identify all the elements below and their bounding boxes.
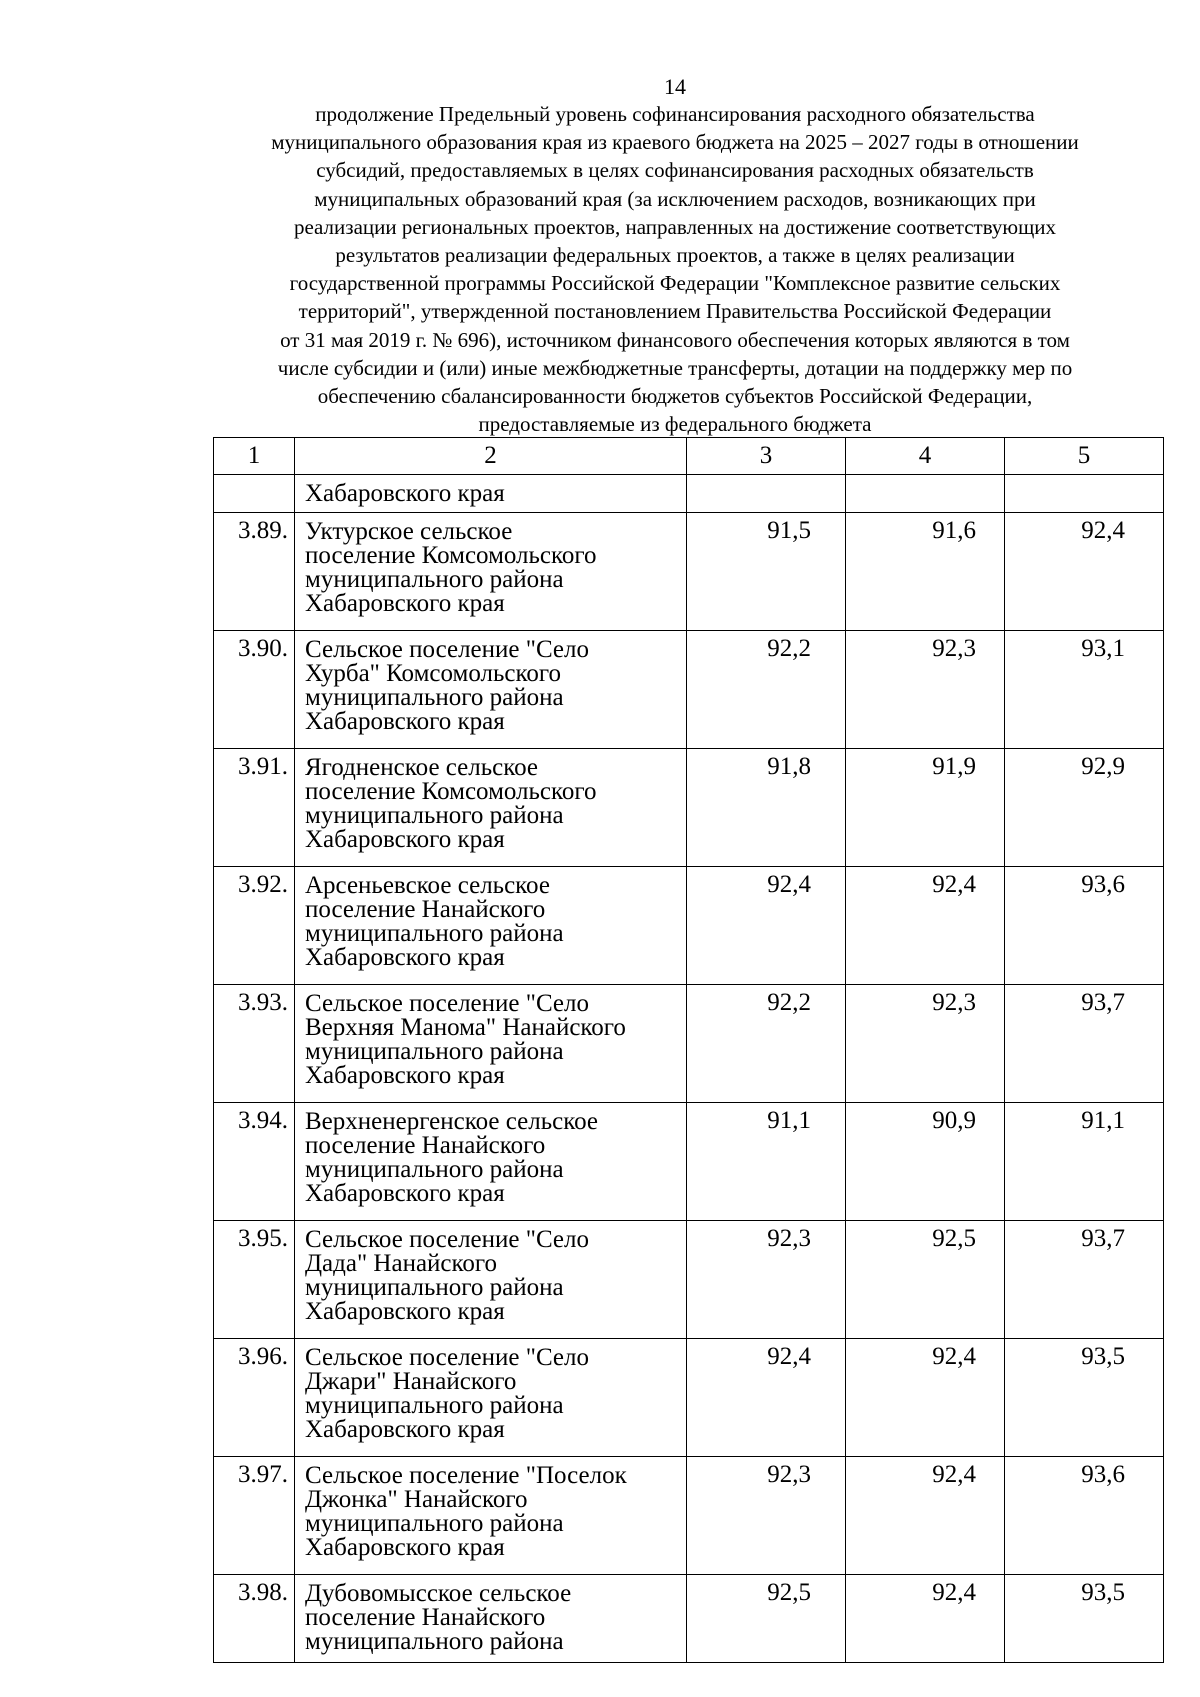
name-line: поселение Нанайского [305,1604,546,1631]
name-line: Хабаровского края [305,1180,505,1207]
row-number: 3.97. [214,1457,295,1575]
table-row [214,1221,1164,1339]
name-line: Джонка" Нанайского [305,1486,528,1513]
cell-empty [1005,475,1164,513]
row-number: 3.98. [214,1575,295,1663]
table-row [214,1457,1164,1575]
value-v3: 92,3 [687,1221,846,1339]
value-v4: 92,3 [846,985,1005,1103]
heading-line: от 31 мая 2019 г. № 696), источником финансового обеспечения которых являются в том [280,327,1070,352]
name-line: Хабаровского края [305,708,505,735]
name-line: Хабаровского края [305,590,505,617]
municipality-name [295,1339,687,1457]
name-line: муниципального района [305,1510,564,1537]
cell-empty [687,475,846,513]
continuation-text [295,475,687,513]
name-line: муниципального района [305,1392,564,1419]
column-header: 5 [1005,438,1164,475]
value-v3: 92,5 [687,1575,846,1663]
name-line: Сельское поселение "Село [305,1226,590,1253]
municipality-name [295,1221,687,1339]
value-v4: 92,4 [846,1575,1005,1663]
table-row [214,1339,1164,1457]
value-v5: 93,7 [1005,985,1164,1103]
name-line: Ягодненское сельское [305,754,539,781]
name-line: поселение Нанайского [305,1132,546,1159]
heading-line: числе субсидии и (или) иные межбюджетные трансферты, дотации на поддержку мер по [277,355,1073,380]
value-v5: 92,4 [1005,513,1164,631]
value-v4: 91,9 [846,749,1005,867]
name-line: Сельское поселение "Поселок [305,1462,627,1489]
cofinancing-table [213,437,1164,1663]
municipality-name [295,513,687,631]
value-v5: 93,1 [1005,631,1164,749]
value-v3: 92,4 [687,867,846,985]
name-line: Хабаровского края [305,1298,505,1325]
name-line: Джари" Нанайского [305,1368,517,1395]
value-v5: 93,5 [1005,1575,1164,1663]
value-v4: 92,4 [846,867,1005,985]
table-row [214,749,1164,867]
column-header: 4 [846,438,1005,475]
heading-line: реализации региональных проектов, направленных на достижение соответствующих [293,214,1057,239]
heading-line: предоставляемые из федерального бюджета [478,412,872,437]
heading-line: муниципальных образований края (за исключением расходов, возникающих при [314,186,1036,211]
value-v5: 93,6 [1005,867,1164,985]
value-v5: 92,9 [1005,749,1164,867]
table-row [214,513,1164,631]
row-number: 3.96. [214,1339,295,1457]
value-v5: 91,1 [1005,1103,1164,1221]
name-line: Хурба" Комсомольского [305,660,561,687]
value-v4: 91,6 [846,513,1005,631]
row-number: 3.91. [214,749,295,867]
column-header: 3 [687,438,846,475]
municipality-name [295,1103,687,1221]
name-line: Дубовомысское сельское [305,1580,572,1607]
table-heading [195,100,1155,438]
value-v3: 92,2 [687,631,846,749]
municipality-name [295,631,687,749]
name-line: Верхняя Манома" Нанайского [305,1014,626,1041]
name-line: Хабаровского края [305,1534,505,1561]
value-v4: 92,3 [846,631,1005,749]
heading-line: продолжение Предельный уровень софинансирования расходного обязательства [315,102,1035,126]
value-v3: 91,1 [687,1103,846,1221]
name-line: Хабаровского края [305,1062,505,1089]
row-number: 3.90. [214,631,295,749]
name-line: Хабаровского края [305,1416,505,1443]
value-v3: 92,4 [687,1339,846,1457]
value-v3: 92,2 [687,985,846,1103]
value-v5: 93,6 [1005,1457,1164,1575]
heading-line: обеспечению сбалансированности бюджетов субъектов Российской Федерации, [317,384,1033,409]
name-line: поселение Комсомольского [305,778,597,805]
value-v3: 92,3 [687,1457,846,1575]
municipality-name [295,1457,687,1575]
name-line: поселение Нанайского [305,896,546,923]
table-row [214,1575,1164,1663]
value-v4: 92,4 [846,1339,1005,1457]
heading-line: субсидий, предоставляемых в целях софинансирования расходных обязательств [316,158,1034,183]
heading-line: государственной программы Российской Федерации "Комплексное развитие сельских [289,271,1061,296]
name-line: муниципального района [305,566,564,593]
name-line: поселение Комсомольского [305,542,597,569]
name-line: Сельское поселение "Село [305,990,590,1017]
continuation-row [214,475,1164,513]
row-number: 3.92. [214,867,295,985]
table-row [214,1103,1164,1221]
table-row [214,631,1164,749]
cell-empty [846,475,1005,513]
name-line: Хабаровского края [305,480,505,507]
value-v4: 90,9 [846,1103,1005,1221]
value-v5: 93,5 [1005,1339,1164,1457]
name-line: Хабаровского края [305,826,505,853]
value-v4: 92,5 [846,1221,1005,1339]
municipality-name [295,749,687,867]
name-line: муниципального района [305,1628,564,1655]
value-v3: 91,8 [687,749,846,867]
name-line: Сельское поселение "Село [305,1344,590,1371]
column-header: 1 [214,438,295,475]
row-number: 3.89. [214,513,295,631]
name-line: Сельское поселение "Село [305,636,590,663]
name-line: Верхненергенское сельское [305,1108,598,1135]
name-line: муниципального района [305,1156,564,1183]
table-row [214,985,1164,1103]
municipality-name [295,1575,687,1663]
value-v5: 93,7 [1005,1221,1164,1339]
column-header: 2 [295,438,687,475]
table-row [214,867,1164,985]
row-number: 3.93. [214,985,295,1103]
municipality-name [295,985,687,1103]
name-line: муниципального района [305,920,564,947]
value-v3: 91,5 [687,513,846,631]
name-line: Хабаровского края [305,944,505,971]
name-line: муниципального района [305,1274,564,1301]
name-line: Арсеньевское сельское [305,872,550,899]
name-line: муниципального района [305,1038,564,1065]
name-line: муниципального района [305,802,564,829]
value-v4: 92,4 [846,1457,1005,1575]
heading-line: территорий", утвержденной постановлением Правительства Российской Федерации [298,299,1052,324]
page-number: 14 [664,74,686,99]
row-number: 3.94. [214,1103,295,1221]
name-line: Уктурское сельское [305,518,513,545]
heading-line: результатов реализации федеральных проектов, а также в целях реализации [335,243,1015,268]
name-line: муниципального района [305,684,564,711]
municipality-name [295,867,687,985]
heading-line: муниципального образования края из краевого бюджета на 2025 – 2027 годы в отношении [271,130,1079,155]
table-header-row [214,438,1164,475]
name-line: Дада" Нанайского [305,1250,498,1277]
row-number: 3.95. [214,1221,295,1339]
cell-empty [214,475,295,513]
